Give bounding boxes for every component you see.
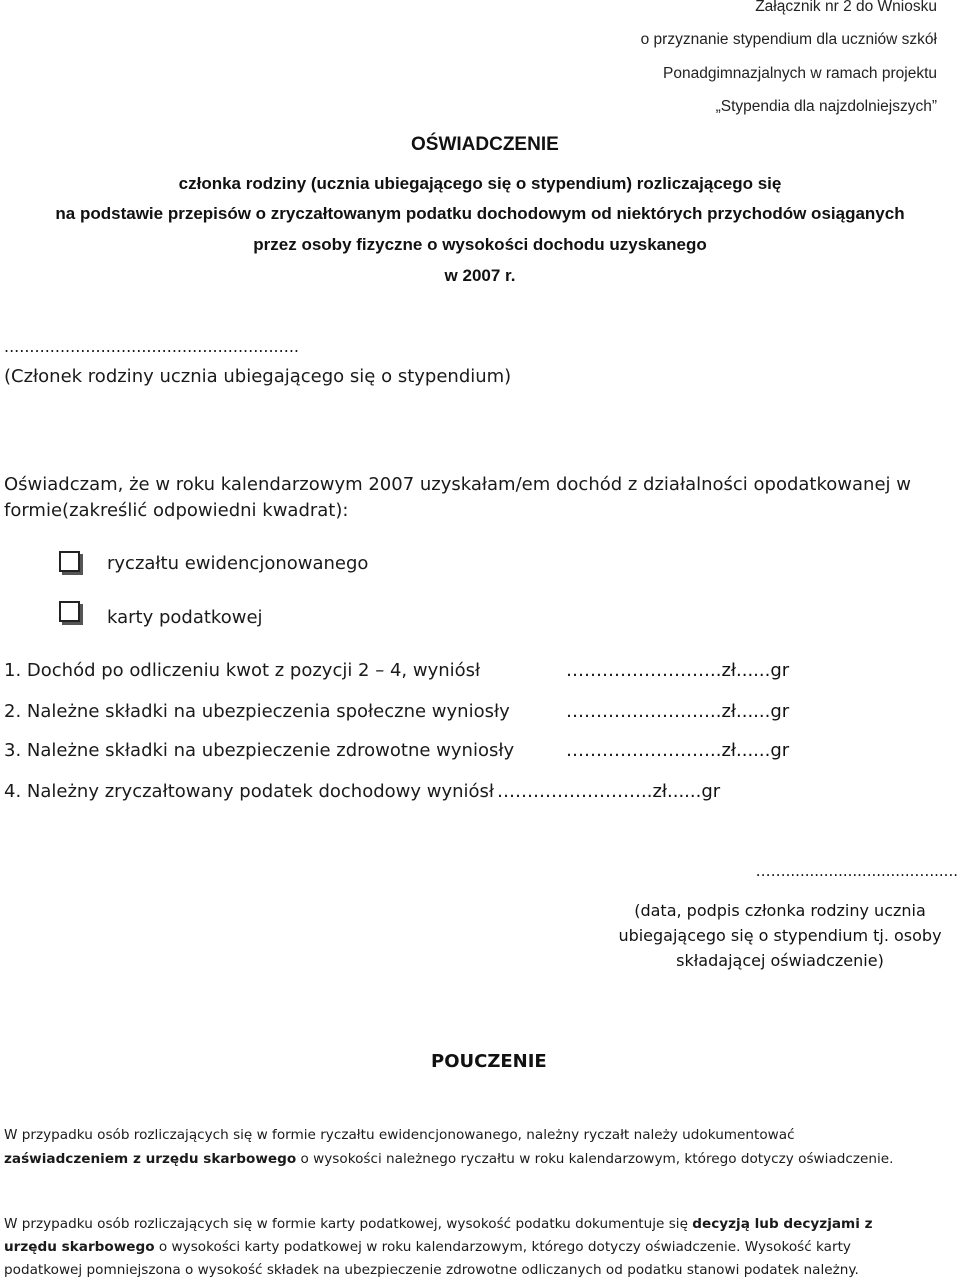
subtitle-line4: w 2007 r.	[444, 266, 516, 285]
item-3-amount-field[interactable]: ……………………..zł......gr	[566, 740, 790, 761]
attachment-header-line3: Ponadgimnazjalnych w ramach projektu	[663, 65, 937, 82]
item-2-amount-field[interactable]: ……………………..zł......gr	[566, 701, 790, 722]
subtitle-line1: członka rodziny (ucznia ubiegającego się o stypendium) rozliczającego się	[178, 174, 782, 193]
item-1-amount-field[interactable]: ……………………..zł......gr	[566, 660, 790, 681]
declaration-line1: Oświadczam, że w roku kalendarzowym 2007 uzyskałam/em dochód z działalności opodatkowanej w	[4, 474, 911, 495]
member-caption: (Członek rodziny ucznia ubiegającego się o stypendium)	[4, 366, 512, 387]
notice-p1-rest: o wysokości należnego ryczałtu w roku kalendarzowym, którego dotyczy oświadczenie.	[296, 1151, 894, 1167]
item-4-label: 4. Należny zryczałtowany podatek dochodowy wyniósł	[4, 781, 495, 802]
option-ryczalt-label: ryczałtu ewidencjonowanego	[107, 553, 369, 574]
subtitle-line2: na podstawie przepisów o zryczałtowanym podatku dochodowym od niektórych przychodów osiąganych	[55, 204, 905, 223]
checkbox-ryczalt[interactable]	[59, 551, 80, 572]
signature-field[interactable]: ……...........................…......	[755, 862, 958, 880]
option-karta-label: karty podatkowej	[107, 607, 263, 628]
item-2-label: 2. Należne składki na ubezpieczenia społeczne wyniosły	[4, 701, 510, 722]
notice-title: POUCZENIE	[431, 1051, 547, 1072]
attachment-header-line2: o przyznanie stypendium dla uczniów szkół	[640, 31, 937, 48]
notice-p2-line1	[4, 1216, 873, 1232]
notice-p2-line1-bold: decyzją lub decyzjami z	[692, 1216, 873, 1232]
subtitle-line3: przez osoby fizyczne o wysokości dochodu uzyskanego	[253, 235, 707, 254]
notice-p1-line1: W przypadku osób rozliczających się w formie ryczałtu ewidencjonowanego, należny ryczałt należy udokumentować	[4, 1127, 795, 1143]
item-1-label: 1. Dochód po odliczeniu kwot z pozycji 2 – 4, wyniósł	[4, 660, 481, 681]
signature-caption-line1: (data, podpis członka rodziny ucznia	[634, 901, 926, 920]
checkbox-karta-podatkowa[interactable]	[59, 601, 80, 622]
attachment-header-line4: „Stypendia dla najzdolniejszych”	[715, 98, 937, 115]
signature-caption-line3: składającej oświadczenie)	[676, 951, 884, 970]
notice-p2-line3: podatkowej pomniejszona o wysokość składek na ubezpieczenie zdrowotne odliczanych od podatku stanowi podatek należny.	[4, 1262, 859, 1278]
item-4-amount-field[interactable]: ……………………..zł......gr	[497, 781, 721, 802]
declaration-line2: formie(zakreślić odpowiedni kwadrat):	[4, 500, 349, 521]
attachment-header-line1: Załącznik nr 2 do Wniosku	[755, 0, 937, 15]
signature-caption-line2: ubiegającego się o stypendium tj. osoby	[618, 926, 942, 945]
document-title: OŚWIADCZENIE	[411, 134, 559, 155]
notice-p2-line1-text: W przypadku osób rozliczających się w formie karty podatkowej, wysokość podatku dokumentuje się	[4, 1216, 693, 1232]
notice-p1-line2	[4, 1151, 893, 1167]
member-name-field[interactable]: ..........................................................	[4, 337, 299, 356]
notice-p2-line2-text: o wysokości karty podatkowej w roku kalendarzowym, którego dotyczy oświadczenie. Wysokość karty	[154, 1239, 851, 1255]
notice-p1-bold: zaświadczeniem z urzędu skarbowego	[4, 1151, 297, 1167]
notice-p2-line2-bold: urzędu skarbowego	[4, 1239, 155, 1255]
notice-p2-line2	[4, 1239, 851, 1255]
item-3-label: 3. Należne składki na ubezpieczenie zdrowotne wyniosły	[4, 740, 515, 761]
